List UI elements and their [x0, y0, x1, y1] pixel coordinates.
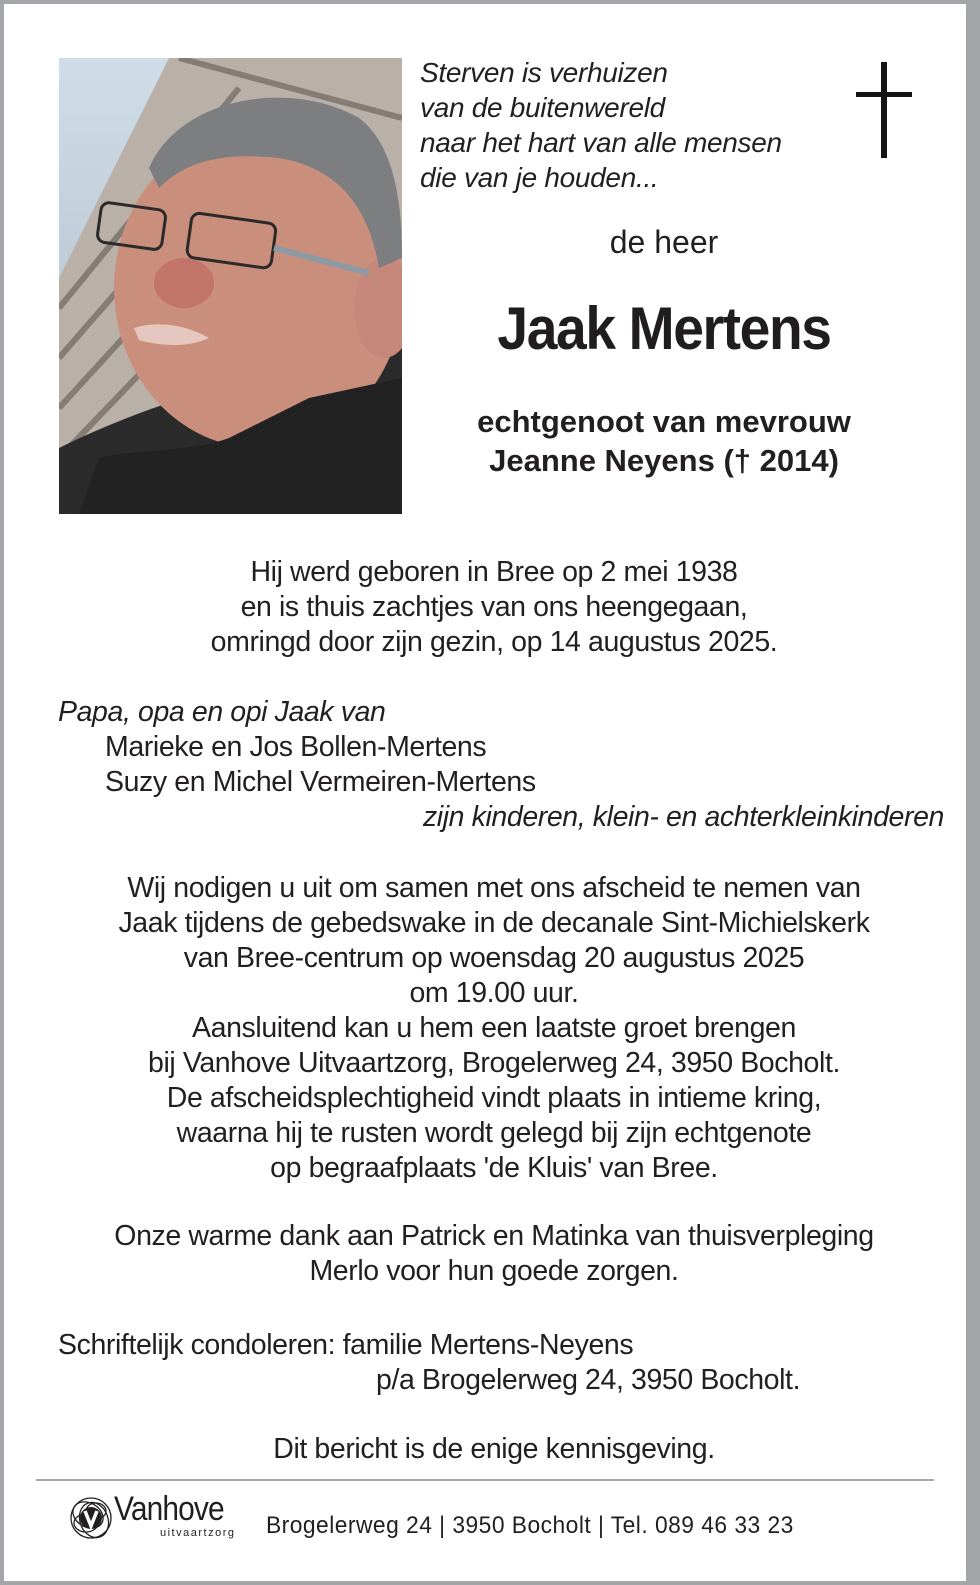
poem-line: Sterven is verhuizen — [420, 57, 668, 88]
text-line: Jaak tijdens de gebedswake in de decanale Sint-Michielskerk — [118, 907, 870, 939]
portrait-photo — [59, 58, 402, 514]
notice-text: Dit bericht is de enige kennisgeving. — [273, 1433, 715, 1465]
family-intro: Papa, opa en opi Jaak van — [58, 696, 386, 728]
deceased-name: Jaak Mertens — [497, 295, 831, 362]
text-line: op begraafplaats 'de Kluis' van Bree. — [270, 1152, 718, 1184]
text-line: omringd door zijn gezin, op 14 augustus 2025. — [210, 626, 778, 658]
funeral-home-footer — [64, 1490, 944, 1550]
spouse-info — [424, 402, 904, 480]
poem-line: van de buitenwereld — [420, 92, 665, 123]
text-line: waarna hij te rusten wordt gelegd bij zijn echtgenote — [176, 1117, 812, 1149]
family-member: Suzy en Michel Vermeiren-Mertens — [105, 766, 536, 798]
family-signature: zijn kinderen, klein- en achterkleinkinderen — [422, 801, 944, 833]
honorific: de heer — [609, 224, 719, 260]
text-line: Wij nodigen u uit om samen met ons afscheid te nemen van — [127, 872, 861, 904]
cross-horizontal-bar — [856, 92, 912, 97]
text-line: bij Vanhove Uitvaartzorg, Brogelerweg 24, 3950 Bocholt. — [148, 1047, 840, 1079]
thanks-paragraph — [44, 1219, 944, 1289]
vanhove-logo — [64, 1490, 249, 1550]
obituary-card — [4, 4, 966, 1581]
poem-line: naar het hart van alle mensen — [420, 127, 782, 158]
vanhove-logo-icon — [66, 1493, 116, 1543]
cross-vertical-bar — [881, 62, 887, 158]
logo-subtitle: uitvaartzorg — [160, 1527, 236, 1539]
text-line: om 19.00 uur. — [409, 977, 579, 1009]
invitation-paragraph — [44, 871, 944, 1186]
text-line: Hij werd geboren in Bree op 2 mei 1938 — [250, 556, 738, 588]
text-line: De afscheidsplechtigheid vindt plaats in intieme kring, — [166, 1082, 822, 1114]
poem — [420, 55, 840, 195]
text-line: Onze warme dank aan Patrick en Matinka van thuisverpleging — [114, 1220, 874, 1252]
condolence-line: p/a Brogelerweg 24, 3950 Bocholt. — [376, 1364, 801, 1396]
logo-name: Vanhove — [114, 1490, 224, 1528]
text-line: van Bree-centrum op woensdag 20 augustus 2025 — [183, 942, 805, 974]
poem-line: die van je houden... — [420, 162, 659, 193]
spouse-line: Jeanne Neyens († 2014) — [489, 443, 839, 478]
spouse-line: echtgenoot van mevrouw — [477, 404, 851, 439]
text-line: Aansluitend kan u hem een laatste groet brengen — [192, 1012, 796, 1044]
condolence-address — [44, 1328, 944, 1398]
footer-divider — [36, 1479, 934, 1481]
condolence-line: Schriftelijk condoleren: familie Mertens-Neyens — [58, 1329, 634, 1361]
text-line: en is thuis zachtjes van ons heengegaan, — [240, 591, 748, 623]
portrait-illustration — [59, 58, 402, 514]
family-list — [44, 695, 944, 835]
cross-icon — [856, 62, 912, 158]
text-line: Merlo voor hun goede zorgen. — [309, 1255, 679, 1287]
footer-address: Brogelerweg 24 | 3950 Bocholt | Tel. 089 46 33 23 — [266, 1512, 794, 1539]
family-member: Marieke en Jos Bollen-Mertens — [105, 731, 487, 763]
birth-death-paragraph — [44, 555, 944, 660]
